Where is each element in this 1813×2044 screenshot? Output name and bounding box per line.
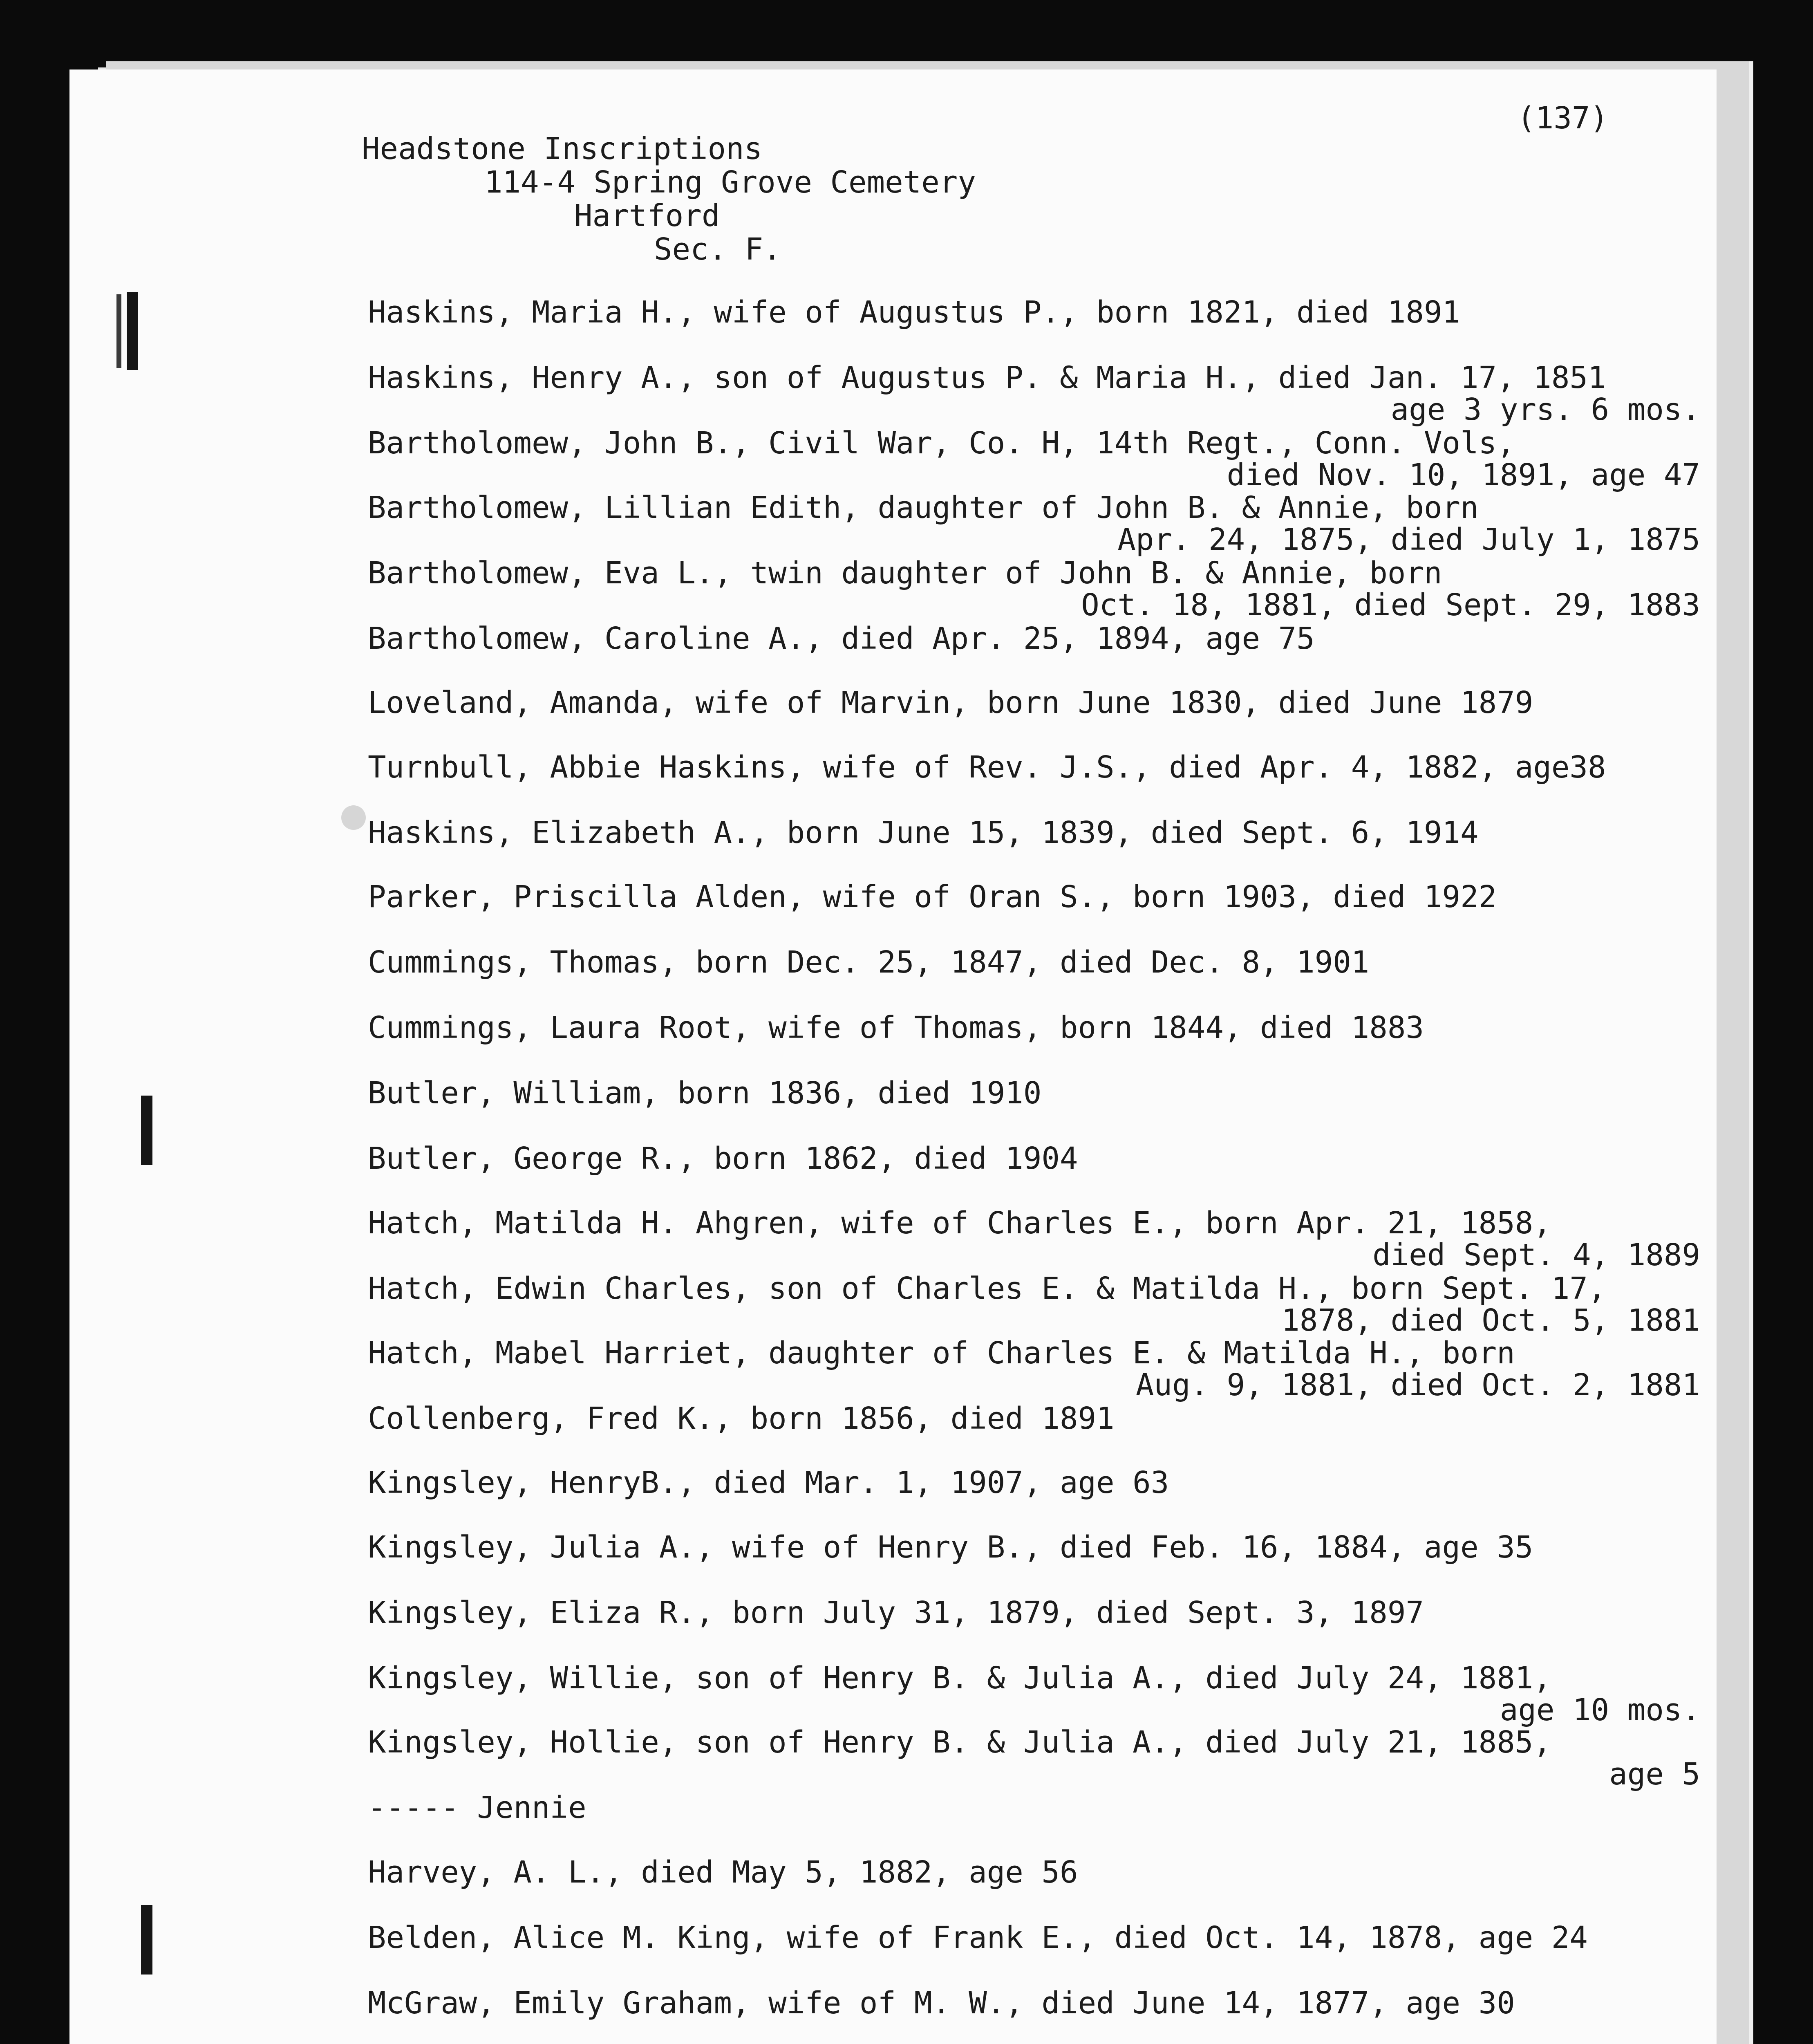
inscription-text: Haskins, Henry A., son of Augustus P. & Maria H., died Jan. 17, 1851 <box>368 360 1606 395</box>
inscription-text: Butler, George R., born 1862, died 1904 <box>368 1141 1078 1176</box>
inscription-text: Harvey, A. L., died May 5, 1882, age 56 <box>368 1855 1078 1890</box>
inscription-continuation: Aug. 9, 1881, died Oct. 2, 1881 <box>1135 1367 1700 1403</box>
inscription-text: Bartholomew, Eva L., twin daughter of John B. & Annie, born <box>368 556 1442 591</box>
document-page <box>69 69 1717 2044</box>
inscription-continuation: age 3 yrs. 6 mos. <box>1390 392 1700 427</box>
inscription-text: Kingsley, Eliza R., born July 31, 1879, died Sept. 3, 1897 <box>368 1595 1424 1630</box>
inscription-text: Hatch, Matilda H. Ahgren, wife of Charles E., born Apr. 21, 1858, <box>368 1206 1551 1241</box>
inscription-entry <box>368 946 1700 978</box>
inscription-entry <box>368 1273 1700 1336</box>
inscription-text: Kingsley, HenryB., died Mar. 1, 1907, age 63 <box>368 1465 1169 1500</box>
header-section: Sec. F. <box>654 232 781 267</box>
inscription-text: Collenberg, Fred K., born 1856, died 1891 <box>368 1401 1115 1436</box>
inscription-entry <box>368 492 1700 556</box>
inscription-text: Haskins, Elizabeth A., born June 15, 1839, died Sept. 6, 1914 <box>368 815 1479 850</box>
inscription-entry <box>368 1987 1700 2019</box>
inscription-continuation: Oct. 18, 1881, died Sept. 29, 1883 <box>1081 587 1700 623</box>
inscription-entry <box>368 362 1700 426</box>
inscription-text: Butler, William, born 1836, died 1910 <box>368 1076 1042 1111</box>
page-number: (137) <box>1517 101 1608 136</box>
inscription-entry <box>368 751 1700 783</box>
inscription-text: Cummings, Laura Root, wife of Thomas, born 1844, died 1883 <box>368 1010 1424 1045</box>
header-title: Headstone Inscriptions <box>362 131 763 166</box>
header-town: Hartford <box>574 198 720 233</box>
inscription-text: ----- Jennie <box>368 1790 586 1825</box>
inscription-entry <box>368 687 1700 719</box>
inscription-entry <box>368 1856 1700 1888</box>
inscription-text: Cummings, Thomas, born Dec. 25, 1847, died Dec. 8, 1901 <box>368 945 1370 980</box>
binder-mark <box>141 1096 152 1165</box>
inscription-entry <box>368 1467 1700 1499</box>
inscription-entry <box>368 1792 1700 1824</box>
inscription-text: Kingsley, Julia A., wife of Henry B., died Feb. 16, 1884, age 35 <box>368 1530 1533 1565</box>
inscription-text: Hatch, Mabel Harriet, daughter of Charles E. & Matilda H., born <box>368 1336 1515 1371</box>
inscription-continuation: died Sept. 4, 1889 <box>1372 1237 1700 1273</box>
inscription-entry <box>368 1597 1700 1629</box>
inscription-entry <box>368 1337 1700 1401</box>
paper-smudge <box>341 805 366 830</box>
inscription-continuation: age 5 <box>1609 1757 1700 1792</box>
inscription-entry <box>368 1077 1700 1109</box>
header-cemetery: 114-4 Spring Grove Cemetery <box>484 165 976 200</box>
inscription-entry <box>368 1012 1700 1044</box>
inscription-continuation: Apr. 24, 1875, died July 1, 1875 <box>1117 522 1700 557</box>
inscription-continuation: age 10 mos. <box>1500 1692 1700 1728</box>
inscription-entry <box>368 623 1700 654</box>
inscription-text: Turnbull, Abbie Haskins, wife of Rev. J.S., died Apr. 4, 1882, age38 <box>368 750 1606 785</box>
inscription-text: Belden, Alice M. King, wife of Frank E., died Oct. 14, 1878, age 24 <box>368 1920 1588 1955</box>
document-header <box>362 133 976 267</box>
inscription-text: Loveland, Amanda, wife of Marvin, born June 1830, died June 1879 <box>368 685 1533 720</box>
inscription-text: Bartholomew, Caroline A., died Apr. 25, 1894, age 75 <box>368 621 1315 656</box>
binder-mark <box>141 1905 152 1975</box>
inscription-entry <box>368 1143 1700 1174</box>
inscription-text: Kingsley, Willie, son of Henry B. & Julia A., died July 24, 1881, <box>368 1661 1551 1696</box>
inscription-text: Kingsley, Hollie, son of Henry B. & Julia A., died July 21, 1885, <box>368 1725 1551 1760</box>
inscription-text: Haskins, Maria H., wife of Augustus P., born 1821, died 1891 <box>368 295 1461 330</box>
inscription-entry <box>368 1207 1700 1271</box>
binder-mark <box>127 292 138 370</box>
inscription-entry <box>368 1403 1700 1434</box>
binder-mark <box>116 294 121 368</box>
inscription-entry <box>368 1726 1700 1790</box>
inscription-text: Parker, Priscilla Alden, wife of Oran S., born 1903, died 1922 <box>368 879 1497 914</box>
inscription-entry <box>368 1662 1700 1726</box>
inscription-entry <box>368 1531 1700 1563</box>
inscription-entry <box>368 557 1700 621</box>
inscription-text: Bartholomew, Lillian Edith, daughter of John B. & Annie, born <box>368 490 1479 525</box>
inscription-text: Hatch, Edwin Charles, son of Charles E. & Matilda H., born Sept. 17, <box>368 1271 1606 1306</box>
inscription-text: Bartholomew, John B., Civil War, Co. H, 14th Regt., Conn. Vols, <box>368 426 1515 461</box>
inscription-continuation: 1878, died Oct. 5, 1881 <box>1281 1303 1700 1338</box>
inscription-entry <box>368 817 1700 849</box>
inscription-entry <box>368 296 1700 328</box>
inscription-entry <box>368 881 1700 913</box>
inscription-continuation: died Nov. 10, 1891, age 47 <box>1227 457 1700 493</box>
inscription-entry <box>368 1922 1700 1954</box>
inscription-text: McGraw, Emily Graham, wife of M. W., died June 14, 1877, age 30 <box>368 1986 1515 2021</box>
inscription-entry <box>368 427 1700 491</box>
